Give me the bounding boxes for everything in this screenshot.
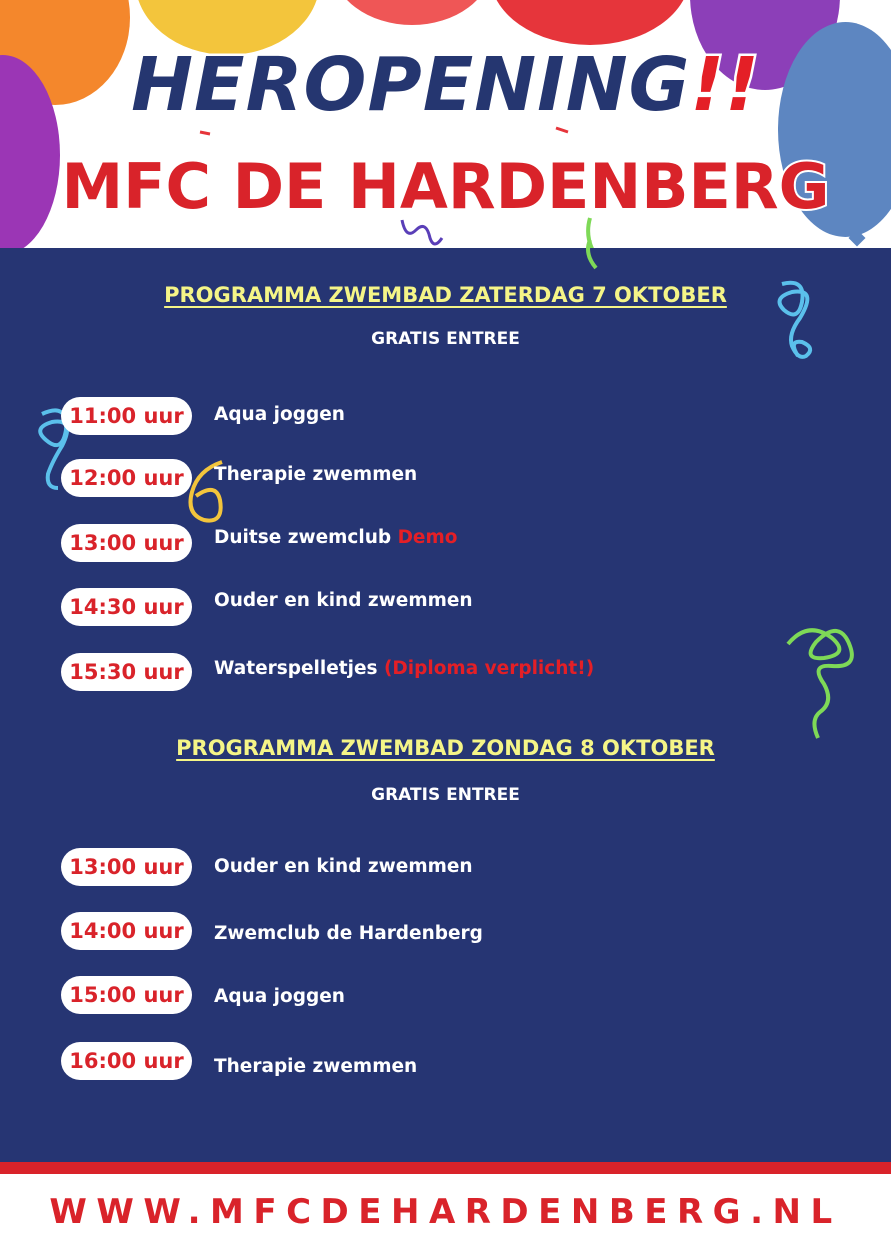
activity-name: Aqua joggen [214, 404, 345, 425]
time-badge: 13:00 uur [61, 848, 192, 886]
red-balloon [332, 0, 492, 25]
schedule-activity: Therapie zwemmen [214, 1056, 418, 1077]
time-badge: 13:00 uur [61, 524, 192, 562]
title-exclamation: !! [690, 42, 760, 128]
title-main: HEROPENING [131, 42, 691, 128]
activity-name: Therapie zwemmen [214, 464, 418, 485]
activity-name: Waterspelletjes [214, 658, 384, 679]
activity-note: (Diploma verplicht!) [383, 658, 595, 679]
website-link[interactable]: WWW.MFCDEHARDENBERG.NL [49, 1192, 842, 1232]
time-badge: 14:30 uur [61, 588, 192, 626]
time-badge: 15:30 uur [61, 653, 192, 691]
time-badge: 15:00 uur [61, 976, 192, 1014]
schedule-activity [214, 658, 594, 679]
time-badge: 16:00 uur [61, 1042, 192, 1080]
schedule-activity [214, 590, 473, 611]
saturday-heading: PROGRAMMA ZWEMBAD ZATERDAG 7 OKTOBER [164, 283, 727, 307]
time-badge: 14:00 uur [61, 912, 192, 950]
schedule-activity: Zwemclub de Hardenberg [214, 923, 483, 944]
program-panel [0, 248, 891, 1162]
header-banner [0, 0, 891, 248]
time-badge: 12:00 uur [61, 459, 192, 497]
schedule-activity [214, 404, 345, 425]
page-title [0, 42, 891, 128]
venue-title: MFC DE HARDENBERG [61, 150, 830, 223]
schedule-activity [214, 464, 417, 485]
schedule-activity [214, 527, 457, 548]
activity-name: Ouder en kind zwemmen [214, 590, 473, 611]
time-badge: 11:00 uur [61, 397, 192, 435]
schedule-activity: Aqua joggen [214, 986, 345, 1007]
schedule-activity: Ouder en kind zwemmen [214, 856, 473, 877]
activity-note: Demo [397, 527, 458, 548]
activity-name: Duitse zwemclub [214, 527, 398, 548]
footer-divider [0, 1162, 891, 1174]
red-balloon [490, 0, 690, 45]
saturday-entry: GRATIS ENTREE [371, 329, 520, 349]
sunday-heading: PROGRAMMA ZWEMBAD ZONDAG 8 OKTOBER [176, 736, 715, 760]
sunday-entry: GRATIS ENTREE [371, 785, 520, 805]
